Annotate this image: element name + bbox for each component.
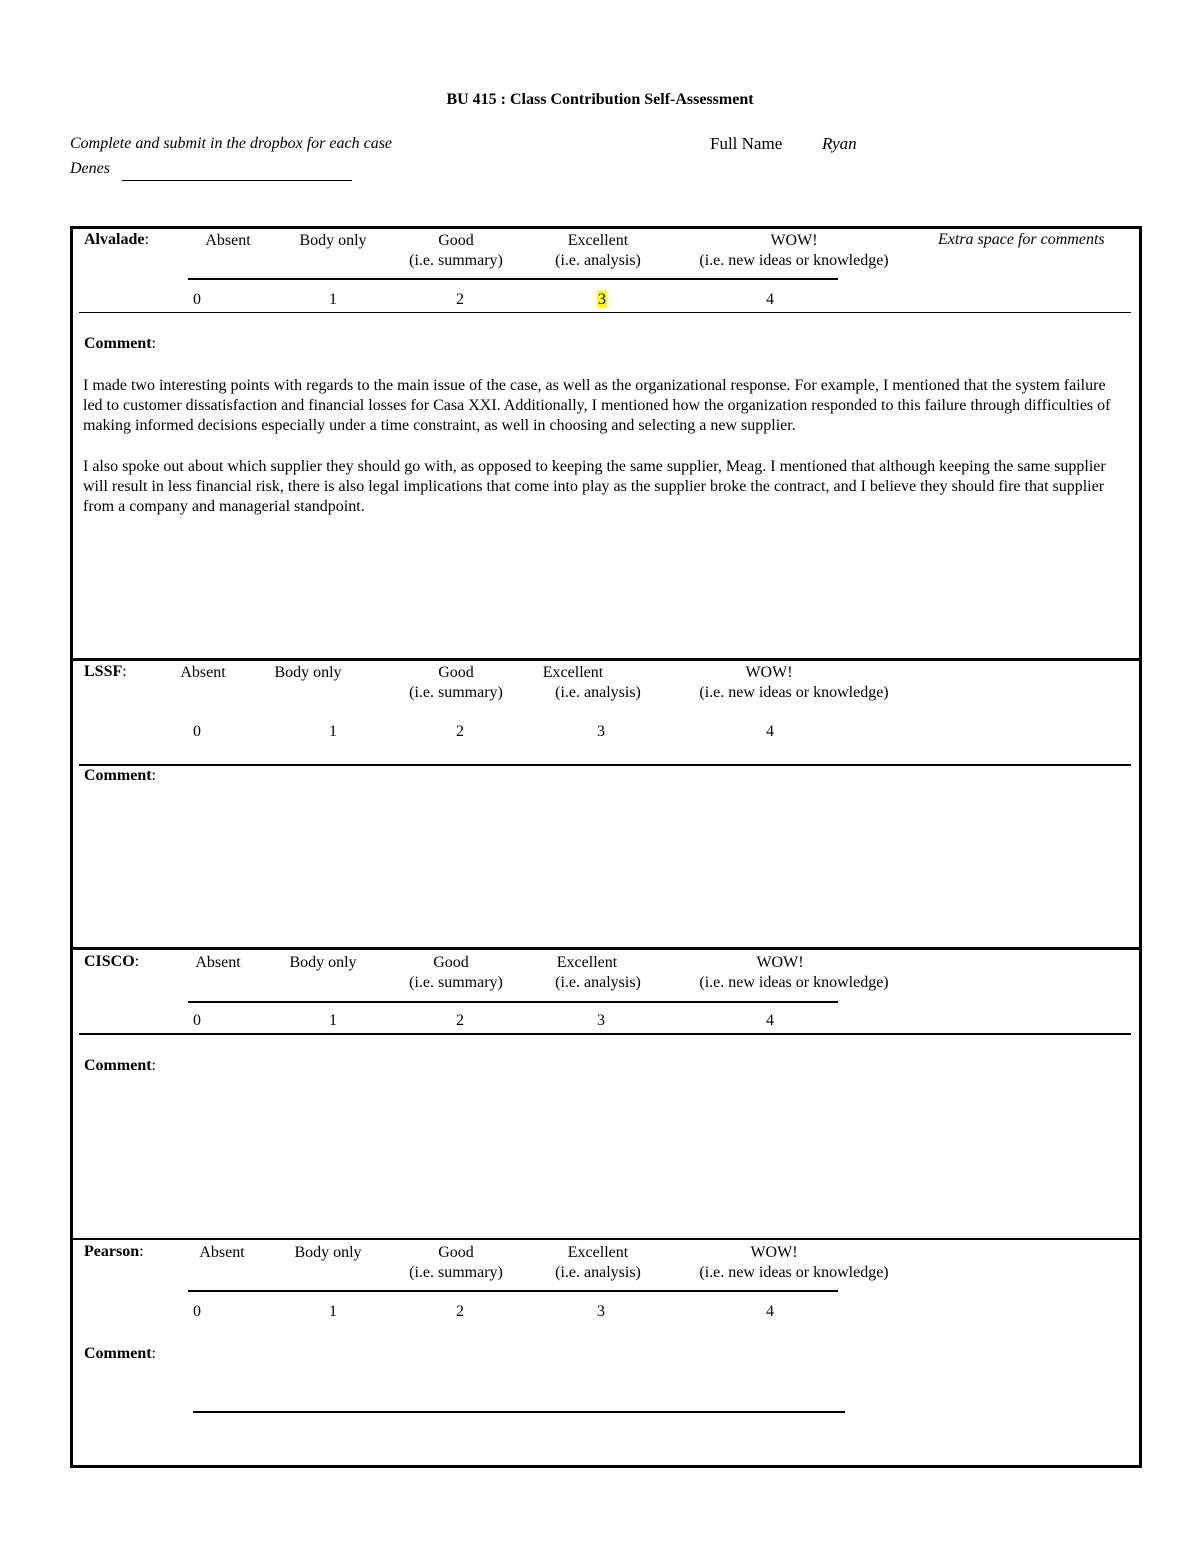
level-absent: Absent [195,954,241,971]
level-good: Good (i.e. summary) [409,664,503,701]
section-divider [79,1033,1131,1035]
score-1: 1 [329,1303,337,1320]
scale-line [188,278,838,280]
level-excellent: Excellent (i.e. analysis) [555,1244,641,1281]
level-wow: WOW! (i.e. new ideas or knowledge) [699,664,889,701]
level-good: Good (i.e. summary) [409,1244,503,1281]
section-label-pearson: Pearson: [84,1243,144,1260]
full-name-label: Full Name [710,134,783,153]
level-absent: Absent [180,664,226,681]
section-divider [79,312,1131,313]
score-3: 3 [597,723,605,740]
score-2: 2 [456,1303,464,1320]
score-3: 3 [597,1012,605,1029]
scale-line [188,1290,838,1292]
instructions-text: Complete and submit in the dropbox for each case [70,135,393,152]
score-3-selected: 3 [598,291,606,308]
score-2: 2 [456,723,464,740]
comment-label: Comment: [84,1057,156,1074]
page-title: BU 415 : Class Contribution Self-Assessment [446,91,754,108]
comment-paragraph: I also spoke out about which supplier they should go with, as opposed to keeping the same supplier, Meag. I mentioned that although keeping the same supplier will result in less financial risk, there is also legal implications that come into play as the supplier broke the contract, and I believe they should fire that supplier from a company and managerial standpoint. [83,458,1106,515]
section-label-cisco: CISCO: [84,953,140,970]
extra-space-label: Extra space for comments [938,231,1105,248]
score-2: 2 [456,291,464,308]
full-name-last: Denes [70,160,110,177]
section-separator [73,1238,1139,1240]
section-label-lssf: LSSF: [84,663,127,680]
level-absent: Absent [205,232,251,249]
score-2: 2 [456,1012,464,1029]
level-wow: WOW! (i.e. new ideas or knowledge) [699,954,889,991]
score-1: 1 [329,1012,337,1029]
scale-line [188,1001,838,1003]
level-excellent: Excellent (i.e. analysis) [542,664,641,701]
score-4: 4 [766,291,774,308]
level-absent: Absent [199,1244,245,1261]
section-divider [79,764,1131,766]
score-0: 0 [193,291,201,308]
comment-underline [193,1411,845,1413]
score-4: 4 [766,1303,774,1320]
level-excellent: Excellent (i.e. analysis) [555,232,641,269]
score-0: 0 [193,723,201,740]
score-0: 0 [193,1303,201,1320]
score-3: 3 [597,1303,605,1320]
score-1: 1 [329,291,337,308]
level-wow: WOW! (i.e. new ideas or knowledge) [699,232,889,269]
level-good: Good (i.e. summary) [409,232,503,269]
section-label-alvalade: Alvalade: [84,231,149,248]
level-body-only: Body only [289,954,357,971]
level-body-only: Body only [274,664,342,681]
section-separator [73,947,1139,950]
level-body-only: Body only [294,1244,362,1261]
level-excellent: Excellent (i.e. analysis) [555,954,641,991]
level-wow: WOW! (i.e. new ideas or knowledge) [699,1244,889,1281]
score-4: 4 [766,1012,774,1029]
level-good: Good (i.e. summary) [409,954,503,991]
name-underline [122,180,352,181]
level-body-only: Body only [299,232,367,249]
section-separator [73,658,1139,661]
full-name-first: Ryan [822,134,857,153]
score-1: 1 [329,723,337,740]
comment-label: Comment: [84,767,156,784]
comment-label: Comment: [84,1345,156,1362]
comment-label: Comment: [84,335,156,352]
comment-paragraph: I made two interesting points with regards to the main issue of the case, as well as the organizational response. For example, I mentioned that the system failure led to customer dissatisfaction and financial losses for Casa XXI. Additionally, I mentioned how the organization responded to this failure through difficulties of making informed decisions especially under a time constraint, as well in choosing and selecting a new supplier. [83,377,1111,434]
score-4: 4 [766,723,774,740]
score-0: 0 [193,1012,201,1029]
